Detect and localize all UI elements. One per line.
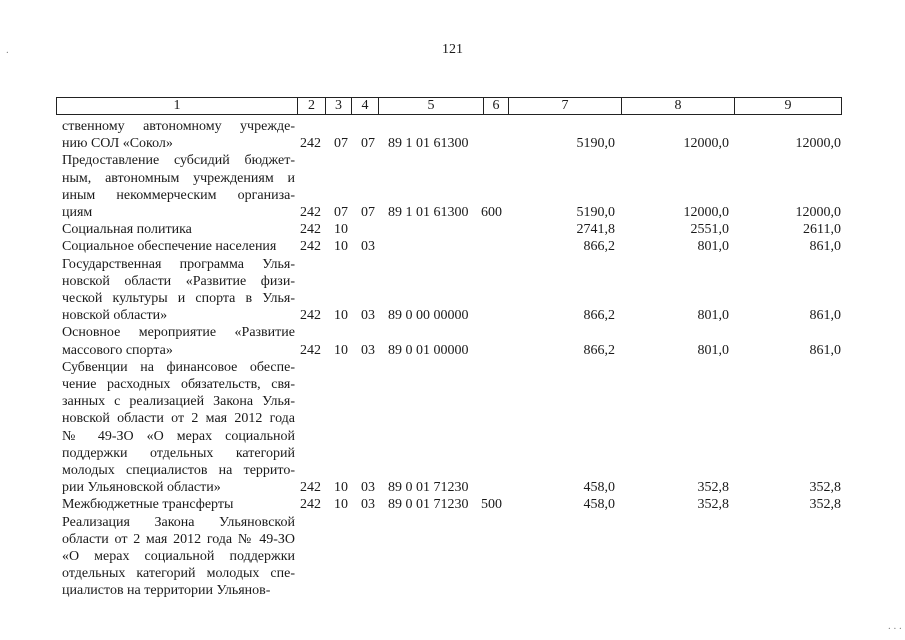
table-row xyxy=(0,135,905,152)
table-row xyxy=(0,324,905,341)
cell-col-4: 03 xyxy=(361,497,375,513)
row-description: поддержки отдельных категорий xyxy=(62,445,295,461)
cell-col-9: 861,0 xyxy=(809,308,841,324)
scan-mark: . . . xyxy=(888,620,902,632)
cell-col-9: 352,8 xyxy=(809,497,841,513)
header-col-9: 9 xyxy=(734,98,841,114)
cell-col-3: 07 xyxy=(334,136,348,152)
cell-col-2: 242 xyxy=(300,308,321,324)
cell-col-2: 242 xyxy=(300,342,321,358)
table-row xyxy=(0,393,905,410)
cell-col-9: 12000,0 xyxy=(795,136,841,152)
table-row xyxy=(0,152,905,169)
cell-col-7: 5190,0 xyxy=(576,205,615,220)
cell-col-3: 10 xyxy=(334,480,348,496)
table-row xyxy=(0,565,905,582)
header-col-3: 3 xyxy=(325,98,351,114)
cell-col-9: 861,0 xyxy=(809,239,841,255)
cell-col-8: 12000,0 xyxy=(683,136,729,152)
cell-col-5: 89 0 01 71230 xyxy=(388,497,469,513)
cell-col-7: 458,0 xyxy=(583,480,615,496)
row-description: Социальная политика xyxy=(62,222,192,238)
table-row xyxy=(0,342,905,359)
row-description: Государственная программа Улья- xyxy=(62,256,295,272)
table-row xyxy=(0,531,905,548)
row-description: чение расходных обязательств, свя- xyxy=(62,377,295,392)
cell-col-3: 10 xyxy=(334,222,348,238)
cell-col-2: 242 xyxy=(300,136,321,152)
row-description: иным некоммерческим организа- xyxy=(62,187,295,203)
table-row xyxy=(0,548,905,565)
table-row xyxy=(0,307,905,324)
header-col-7: 7 xyxy=(508,98,621,114)
row-description: отдельных категорий молодых спе- xyxy=(62,566,295,582)
cell-col-5: 89 0 00 00000 xyxy=(388,308,469,324)
row-description: «О мерах социальной поддержки xyxy=(62,549,295,564)
page-number: 121 xyxy=(442,42,463,57)
cell-col-7: 5190,0 xyxy=(576,136,615,152)
row-description: новской области от 2 мая 2012 года xyxy=(62,411,295,427)
table-row xyxy=(0,238,905,255)
cell-col-2: 242 xyxy=(300,497,321,513)
table-row xyxy=(0,359,905,376)
cell-col-5: 89 1 01 61300 xyxy=(388,205,469,220)
cell-col-4: 07 xyxy=(361,205,375,220)
row-description: молодых специалистов на террито- xyxy=(62,463,295,478)
table-row xyxy=(0,496,905,513)
header-col-6: 6 xyxy=(483,98,508,114)
scan-mark: . xyxy=(6,44,9,56)
cell-col-4: 07 xyxy=(361,136,375,152)
row-description: Реализация Закона Ульяновской xyxy=(62,514,295,530)
header-col-1: 1 xyxy=(173,98,181,113)
cell-col-2: 242 xyxy=(300,239,321,255)
table-row xyxy=(0,170,905,187)
row-description: нию СОЛ «Сокол» xyxy=(62,136,173,152)
table-row xyxy=(0,514,905,531)
row-description: новской области» xyxy=(62,308,168,324)
cell-col-8: 352,8 xyxy=(697,480,729,496)
cell-col-2: 242 xyxy=(300,480,321,496)
header-col-2: 2 xyxy=(297,98,325,114)
cell-col-7: 866,2 xyxy=(583,239,615,255)
table-row xyxy=(0,187,905,204)
cell-col-9: 861,0 xyxy=(809,342,841,358)
cell-col-5: 89 1 01 61300 xyxy=(388,136,469,152)
cell-col-4: 03 xyxy=(361,480,375,496)
table-row xyxy=(0,273,905,290)
row-description: ческой культуры и спорта в Улья- xyxy=(62,291,295,306)
cell-col-4: 03 xyxy=(361,308,375,324)
cell-col-9: 352,8 xyxy=(809,480,841,496)
table-row xyxy=(0,462,905,479)
cell-col-3: 10 xyxy=(334,308,348,324)
cell-col-3: 10 xyxy=(334,239,348,255)
cell-col-5: 89 0 01 71230 xyxy=(388,480,469,496)
header-col-4: 4 xyxy=(351,98,378,114)
header-col-8: 8 xyxy=(621,98,734,114)
cell-col-8: 801,0 xyxy=(697,342,729,358)
row-description: Межбюджетные трансферты xyxy=(62,497,234,513)
cell-col-2: 242 xyxy=(300,222,321,238)
row-description: № 49-ЗО «О мерах социальной xyxy=(62,428,295,444)
header-col-5: 5 xyxy=(378,98,483,114)
cell-col-5: 89 0 01 00000 xyxy=(388,342,469,358)
cell-col-9: 12000,0 xyxy=(795,205,841,220)
cell-col-3: 10 xyxy=(334,497,348,513)
row-description: новской области «Развитие физи- xyxy=(62,273,295,289)
row-description: Социальное обеспечение населения xyxy=(62,239,277,255)
cell-col-6: 600 xyxy=(481,205,502,220)
row-description: Предоставление субсидий бюджет- xyxy=(62,153,295,169)
cell-col-6: 500 xyxy=(481,497,502,513)
cell-col-2: 242 xyxy=(300,205,321,220)
cell-col-4: 03 xyxy=(361,342,375,358)
row-description: занных с реализацией Закона Улья- xyxy=(62,394,295,410)
table-row xyxy=(0,582,905,599)
cell-col-9: 2611,0 xyxy=(803,222,841,238)
row-description: циям xyxy=(62,205,93,220)
table-row xyxy=(0,410,905,427)
table-row xyxy=(0,479,905,496)
cell-col-7: 458,0 xyxy=(583,497,615,513)
cell-col-7: 2741,8 xyxy=(576,222,615,238)
table-row xyxy=(0,428,905,445)
cell-col-7: 866,2 xyxy=(583,308,615,324)
cell-col-8: 801,0 xyxy=(697,308,729,324)
row-description: рии Ульяновской области» xyxy=(62,480,221,496)
table-row xyxy=(0,445,905,462)
cell-col-3: 07 xyxy=(334,205,348,220)
row-description: массового спорта» xyxy=(62,342,173,358)
row-description: циалистов на территории Ульянов- xyxy=(62,583,271,599)
table-row xyxy=(0,204,905,221)
table-row xyxy=(0,118,905,135)
cell-col-8: 2551,0 xyxy=(690,222,729,238)
table-header xyxy=(56,97,842,115)
row-description: Субвенции на финансовое обеспе- xyxy=(62,359,295,375)
cell-col-4: 03 xyxy=(361,239,375,255)
row-description: Основное мероприятие «Развитие xyxy=(62,325,295,341)
cell-col-8: 12000,0 xyxy=(683,205,729,220)
table-row xyxy=(0,376,905,393)
table-row xyxy=(0,290,905,307)
row-description: ственному автономному учрежде- xyxy=(62,119,295,134)
row-description: ным, автономным учреждениям и xyxy=(62,170,295,186)
table-row xyxy=(0,221,905,238)
cell-col-8: 352,8 xyxy=(697,497,729,513)
cell-col-8: 801,0 xyxy=(697,239,729,255)
row-description: области от 2 мая 2012 года № 49-ЗО xyxy=(62,531,295,547)
cell-col-7: 866,2 xyxy=(583,342,615,358)
cell-col-3: 10 xyxy=(334,342,348,358)
table-row xyxy=(0,256,905,273)
